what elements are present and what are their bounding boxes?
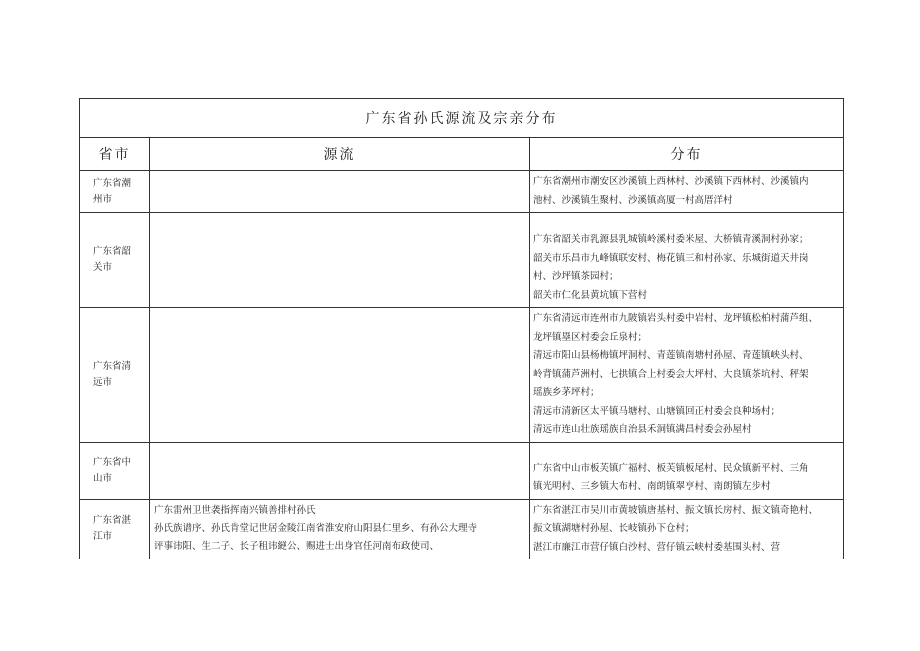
place-line: 江市 (93, 531, 113, 543)
distribution-line: 韶关市乐昌市九峰镇联安村、梅花镇三和村孙家、乐城街道天井岗 (533, 252, 809, 264)
place-line: 关市 (93, 262, 113, 273)
table-row (80, 171, 844, 213)
table-row (80, 308, 844, 443)
distribution-line: 湛江市廉江市营仔镇白沙村、营仔镇云峡村委基围头村、营 (533, 541, 781, 553)
origin-cell (150, 171, 530, 213)
distribution-line: 振文镇湖塘村孙屋、长岐镇孙下仓村； (533, 523, 695, 534)
table-title: 广东省孙氏源流及宗亲分布 (80, 99, 844, 138)
distribution-line: 广东省潮州市潮安区沙溪镇上西林村、沙溪镇下西林村、沙溪镇内 (533, 176, 809, 187)
distribution-line: 池村、沙溪镇生聚村、沙溪镇高厦一村高厝洋村 (533, 194, 733, 206)
place-line: 广东省潮 (93, 177, 132, 189)
distribution-cell (530, 499, 844, 559)
origin-cell (150, 308, 530, 443)
distribution-line: 广东省中山市板芙镇广福村、板芙镇板尾村、民众镇新平村、三角 (533, 462, 809, 474)
header-distribution: 分布 (530, 138, 844, 171)
origin-cell (150, 442, 530, 499)
distribution-cell (530, 213, 844, 308)
distribution-line: 清远市连山壮族瑶族自治县禾洞镇满昌村委会孙屋村 (533, 424, 752, 435)
header-row (80, 138, 844, 171)
origin-line: 孙氏族谱序、孙氏肯堂记世居金陵江南省淮安府山阳县仁里乡、有孙公大理寺 (154, 522, 478, 534)
place-cell (80, 308, 150, 443)
table-row (80, 213, 844, 308)
place-line: 广东省清 (93, 360, 132, 372)
distribution-line: 岭背镇蒲芦洲村、七拱镇合上村委会大坪村、大良镇茶坑村、秤架 (533, 368, 809, 380)
origin-line: 广东雷州卫世袭指挥南兴镇善排村孙氏 (154, 504, 316, 516)
distribution-table (79, 98, 844, 559)
distribution-cell (530, 171, 844, 213)
distribution-line: 镇光明村、三乡镇大布村、南朗镇翠亨村、南朗镇左步村 (533, 481, 771, 492)
origin-line: 评事讳阳、生二子、长子租讳縌公、赐进士出身官任河南布政使司、 (154, 540, 440, 550)
distribution-line: 清远市阳山县杨梅镇坪洞村、青莲镇南塘村孙屋、青莲镇峡头村、 (533, 350, 809, 361)
distribution-line: 龙坪镇塁区村委会丘泉村； (533, 331, 648, 343)
document-sheet (79, 98, 843, 559)
origin-cell (150, 213, 530, 308)
distribution-line: 广东省韶关市乳源县乳城镇岭溪村委米屋、大桥镇青溪洞村孙家； (533, 234, 809, 245)
distribution-line: 韶关市仁化县黄坑镇下营村 (533, 289, 648, 301)
header-origin: 源流 (150, 138, 530, 171)
place-line: 远市 (93, 376, 113, 388)
distribution-line: 村、沙坪镇茶园村； (533, 271, 619, 282)
place-line: 州市 (93, 193, 113, 205)
place-line: 广东省中 (93, 456, 132, 468)
place-cell (80, 499, 150, 559)
distribution-line: 广东省湛江市吴川市黄坡镇唐基村、振文镇长房村、振文镇奇艳村、 (533, 504, 819, 516)
title-row (80, 99, 844, 138)
table-row (80, 442, 844, 499)
origin-text (154, 502, 525, 550)
place-line: 广东省湛 (93, 515, 132, 527)
table-row (80, 499, 844, 559)
header-province-city: 省市 (80, 138, 150, 171)
place-cell (80, 213, 150, 308)
place-line: 山市 (93, 472, 113, 484)
distribution-line: 清远市清新区太平镇马塘村、山塘镇回正村委会良种场村； (533, 405, 781, 417)
distribution-cell (530, 308, 844, 443)
origin-cell (150, 499, 530, 559)
distribution-line: 瑶族乡茅坪村； (533, 387, 600, 398)
distribution-line: 广东省清远市连州市九陂镇岩头村委中岩村、龙坪镇松柏村蒲芦组、 (533, 313, 819, 324)
place-cell (80, 442, 150, 499)
distribution-cell (530, 442, 844, 499)
place-cell (80, 171, 150, 213)
place-line: 广东省韶 (93, 246, 132, 257)
